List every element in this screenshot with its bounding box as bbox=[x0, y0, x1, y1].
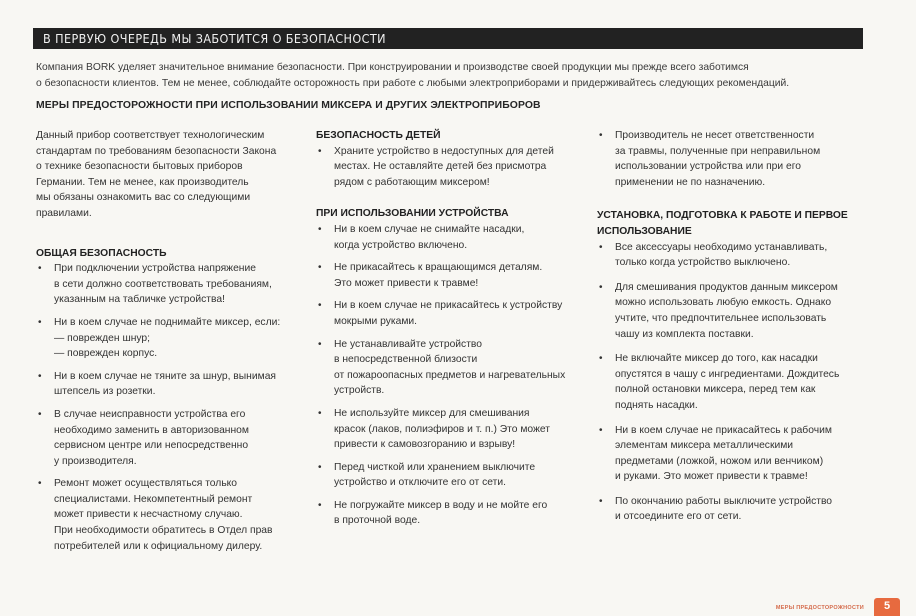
list-item-line: рядом с работающим миксером! bbox=[334, 176, 490, 188]
column-3 bbox=[597, 128, 859, 525]
list-item-line: • Производитель не несет ответственности bbox=[615, 130, 815, 141]
list-item-line: мокрыми руками. bbox=[334, 315, 418, 327]
list-item-line: поднять насадки. bbox=[615, 399, 698, 411]
list-item-line: • Не устанавливайте устройство bbox=[334, 338, 483, 350]
list-item bbox=[316, 222, 591, 253]
list-item-line: потребителей или к официальному дилеру. bbox=[54, 540, 263, 552]
list-item-line: • Не прикасайтесь к вращающимся деталям. bbox=[334, 262, 543, 274]
list-item bbox=[316, 498, 591, 529]
list-item-line: • Перед чисткой или хранением выключите bbox=[334, 461, 536, 473]
list-item-line: • В случае неисправности устройства его bbox=[54, 408, 246, 420]
setup-title bbox=[597, 208, 859, 239]
list-item-line: • Ни в коем случае не прикасайтесь к рабочим bbox=[615, 424, 832, 436]
list-item-line: у производителя. bbox=[54, 455, 137, 467]
list-item-line: можно использовать любую емкость. Однако bbox=[615, 297, 832, 309]
list-item bbox=[597, 280, 859, 342]
list-item bbox=[36, 369, 304, 400]
list-item-line: сервисном центре или непосредственно bbox=[54, 440, 249, 452]
list-item bbox=[36, 407, 304, 469]
list-item-line: в непосредственной близости bbox=[334, 354, 478, 366]
list-item-line: Это может привести к травме! bbox=[334, 277, 479, 289]
list-item-line: • Не используйте миксер для смешивания bbox=[334, 407, 530, 419]
list-item-line: когда устройство включено. bbox=[334, 239, 468, 251]
list-item-line: учтите, что предпочтительнее использовать bbox=[615, 312, 827, 324]
list-item-line: • Все аксессуары необходимо устанавливать, bbox=[615, 241, 828, 253]
list-item bbox=[597, 128, 859, 190]
general-safety-title: ОБЩАЯ БЕЗОПАСНОСТЬ bbox=[36, 247, 167, 259]
list-item-line: — поврежден шнур; bbox=[54, 332, 151, 344]
list-item-line: в сети должно соответствовать требованиям, bbox=[54, 278, 272, 290]
list-item bbox=[36, 261, 304, 308]
list-item-line: и руками. Это может привести к травме! bbox=[615, 471, 808, 483]
general-safety-list bbox=[36, 261, 304, 554]
list-item-line: штепсель из розетки. bbox=[54, 386, 156, 398]
list-item-line: только когда устройство выключено. bbox=[615, 257, 791, 269]
list-item-line: необходимо заменить в авторизованном bbox=[54, 424, 249, 436]
usage-list bbox=[316, 222, 591, 529]
page-number: 5 bbox=[874, 598, 900, 616]
setup-title-line: ИСПОЛЬЗОВАНИЕ bbox=[597, 225, 692, 237]
list-item bbox=[36, 476, 304, 554]
list-item-line: • При подключении устройства напряжение bbox=[54, 263, 256, 275]
paragraph-line: правилами. bbox=[36, 207, 92, 219]
list-item-line: и отсоедините его от сети. bbox=[615, 511, 742, 523]
list-item bbox=[597, 240, 859, 271]
list-item-line: устройств. bbox=[334, 385, 385, 397]
list-item-line: • Ни в коем случае не тяните за шнур, вынимая bbox=[54, 370, 276, 382]
list-item-line: предметами (ложкой, ножом или венчиком) bbox=[615, 455, 824, 467]
child-safety-list bbox=[316, 144, 591, 191]
list-item-line: • Ремонт может осуществляться только bbox=[54, 478, 238, 490]
list-item-line: • Ни в коем случае не прикасайтесь к устройству bbox=[334, 300, 563, 312]
list-item-line: • Храните устройство в недоступных для детей bbox=[334, 145, 554, 157]
paragraph-line: стандартам по требованиям безопасности Закона bbox=[36, 145, 277, 157]
list-item-line: • Ни в коем случае не поднимайте миксер, если: bbox=[54, 316, 281, 328]
list-item bbox=[597, 494, 859, 525]
list-item-line: указанным на табличке устройства! bbox=[54, 294, 225, 306]
column-1 bbox=[36, 128, 304, 554]
child-safety-title: БЕЗОПАСНОСТЬ ДЕТЕЙ bbox=[316, 130, 441, 141]
list-item bbox=[597, 423, 859, 485]
column-2 bbox=[316, 128, 591, 529]
setup-list bbox=[597, 240, 859, 526]
list-item-line: в проточной воде. bbox=[334, 515, 421, 527]
page-title: В ПЕРВУЮ ОЧЕРЕДЬ МЫ ЗАБОТИТСЯ О БЕЗОПАСНОСТИ bbox=[43, 31, 386, 46]
intro-paragraph bbox=[36, 128, 304, 222]
section-title: МЕРЫ ПРЕДОСТОРОЖНОСТИ ПРИ ИСПОЛЬЗОВАНИИ МИКСЕРА И ДРУГИХ ЭЛЕКТРОПРИБОРОВ bbox=[36, 100, 541, 111]
list-item bbox=[316, 460, 591, 491]
list-item-line: может привести к несчастному случаю. bbox=[54, 509, 243, 521]
list-item-line: При необходимости обратитесь в Отдел прав bbox=[54, 525, 273, 537]
list-item-line: привести к самовозгоранию и взрыву! bbox=[334, 439, 516, 451]
list-item bbox=[597, 351, 859, 413]
list-item-line: • Не включайте миксер до того, как насадки bbox=[615, 353, 818, 365]
paragraph-line: Германии. Тем не менее, как производитель bbox=[36, 176, 249, 188]
list-item-line: • Не погружайте миксер в воду и не мойте его bbox=[334, 499, 548, 511]
list-item-line: чашу из комплекта поставки. bbox=[615, 328, 754, 340]
list-item-line: • Ни в коем случае не снимайте насадки, bbox=[334, 223, 525, 235]
setup-title-line: УСТАНОВКА, ПОДГОТОВКА К РАБОТЕ И ПЕРВОЕ bbox=[597, 210, 848, 222]
list-item bbox=[316, 337, 591, 399]
list-item-line: красок (лаков, полиэфиров и т. п.) Это может bbox=[334, 423, 551, 435]
list-item bbox=[316, 298, 591, 329]
list-item-line: за травмы, полученные при неправильном bbox=[615, 145, 821, 157]
intro-line: Компания BORK уделяет значительное внимание безопасности. При конструировании и производстве своей продукции мы прежде всего заботимся bbox=[36, 62, 749, 73]
paragraph-line: Данный прибор соответствует технологическим bbox=[36, 130, 265, 141]
page-title-bar bbox=[33, 28, 863, 49]
list-item-line: устройство и отключите его от сети. bbox=[334, 477, 506, 489]
paragraph-line: о технике безопасности бытовых приборов bbox=[36, 161, 243, 173]
list-item-line: от пожароопасных предметов и нагревательных bbox=[334, 369, 566, 381]
paragraph-line: мы обязаны ознакомить вас со следующими bbox=[36, 192, 251, 204]
list-item-line: полной остановки миксера, перед тем как bbox=[615, 384, 816, 396]
list-item-line: специалистами. Некомпетентный ремонт bbox=[54, 493, 253, 505]
list-item bbox=[316, 260, 591, 291]
usage-title: ПРИ ИСПОЛЬЗОВАНИИ УСТРОЙСТВА bbox=[316, 208, 509, 220]
list-item bbox=[316, 406, 591, 453]
list-item bbox=[316, 144, 591, 191]
liability-list bbox=[597, 128, 859, 190]
list-item-line: элементам миксера металлическими bbox=[615, 440, 794, 452]
list-item-line: опустятся в чашу с ингредиентами. Дождитесь bbox=[615, 368, 840, 380]
list-item-line: • Для смешивания продуктов данным миксером bbox=[615, 281, 838, 293]
list-item-line: применении не по назначению. bbox=[615, 176, 766, 188]
list-item bbox=[36, 315, 304, 362]
list-item-line: — поврежден корпус. bbox=[54, 348, 158, 360]
intro-line: о безопасности клиентов. Тем не менее, соблюдайте осторожность при работе с любыми электроприборами и придерживайтесь следующих рекомендаций. bbox=[36, 78, 790, 89]
intro-text bbox=[36, 60, 866, 92]
footer-label: МЕРЫ ПРЕДОСТОРОЖНОСТИ bbox=[775, 605, 864, 611]
list-item-line: местах. Не оставляйте детей без присмотра bbox=[334, 161, 547, 173]
list-item-line: использовании устройства или при его bbox=[615, 161, 801, 173]
list-item-line: • По окончанию работы выключите устройство bbox=[615, 495, 833, 507]
